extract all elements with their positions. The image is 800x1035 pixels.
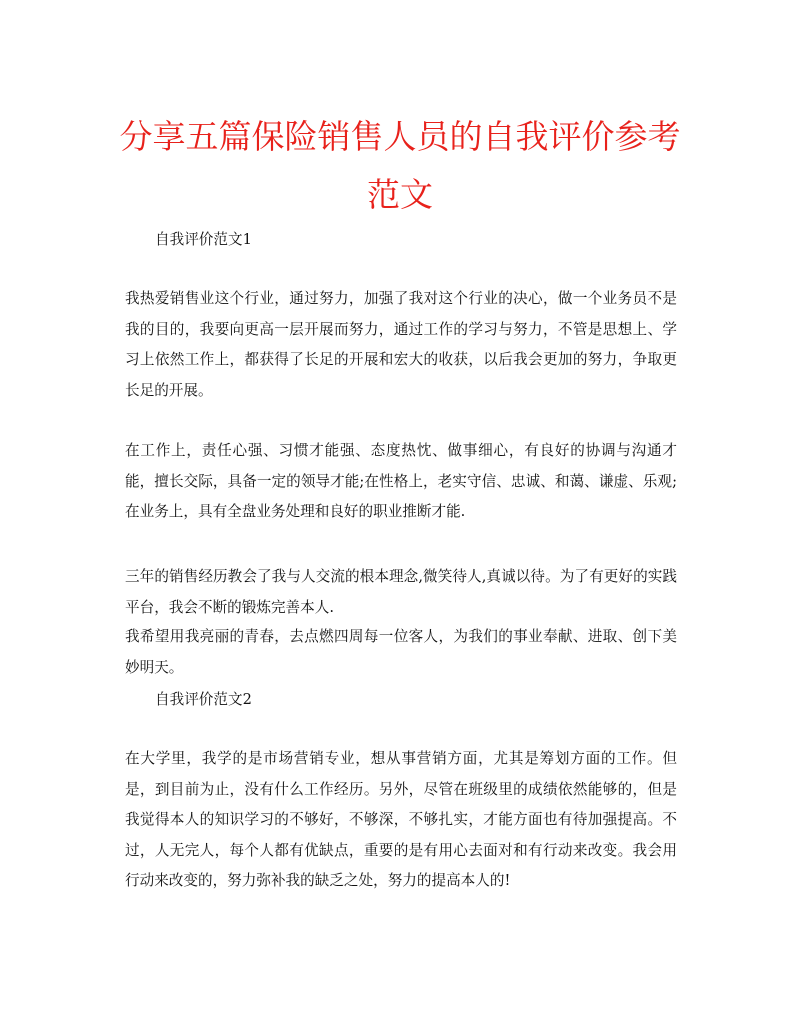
section-2-paragraph-1: 在大学里，我学的是市场营销专业，想从事营销方面，尤其是筹划方面的工作。但是，到目前为止，没有什么工作经历。另外，尽管在班级里的成绩依然能够的，但是我觉得本人的知识学习的不够好，不够深，不够扎实，才能方面也有待加强提高。不过，人无完人，每个人都有优缺点，重要的是有用心去面对和有行动来改变。我会用行动来改变的，努力弥补我的缺乏之处，努力的提高本人的! [125,750,677,889]
section-2-heading: 自我评价范文2 [155,691,252,708]
section-1-paragraph-1: 我热爱销售业这个行业，通过努力，加强了我对这个行业的决心，做一个业务员不是我的目的，我要向更高一层开展而努力，通过工作的学习与努力，不管是思想上、学习上依然工作上，都获得了长足的开展和宏大的收获，以后我会更加的努力，争取更长足的开展。 [125,290,677,399]
section-1-paragraph-4: 我希望用我亮丽的青春，去点燃四周每一位客人，为我们的事业奉献、进取、创下美妙明天。 [125,628,677,676]
section-1-heading: 自我评价范文1 [155,231,252,248]
section-1-paragraph-2: 在工作上，责任心强、习惯才能强、态度热忱、做事细心，有良好的协调与沟通才能，擅长交际，具备一定的领导才能;在性格上，老实守信、忠诚、和蔼、谦虚、乐观;在业务上，具有全盘业务处理和良好的职业推断才能. [125,442,677,520]
section-1-paragraph-3: 三年的销售经历教会了我与人交流的根本理念,微笑待人,真诚以待。为了有更好的实践平台，我会不断的锻炼完善本人. [125,568,677,616]
document-title: 分享五篇保险销售人员的自我评价参考范文 [119,117,681,214]
